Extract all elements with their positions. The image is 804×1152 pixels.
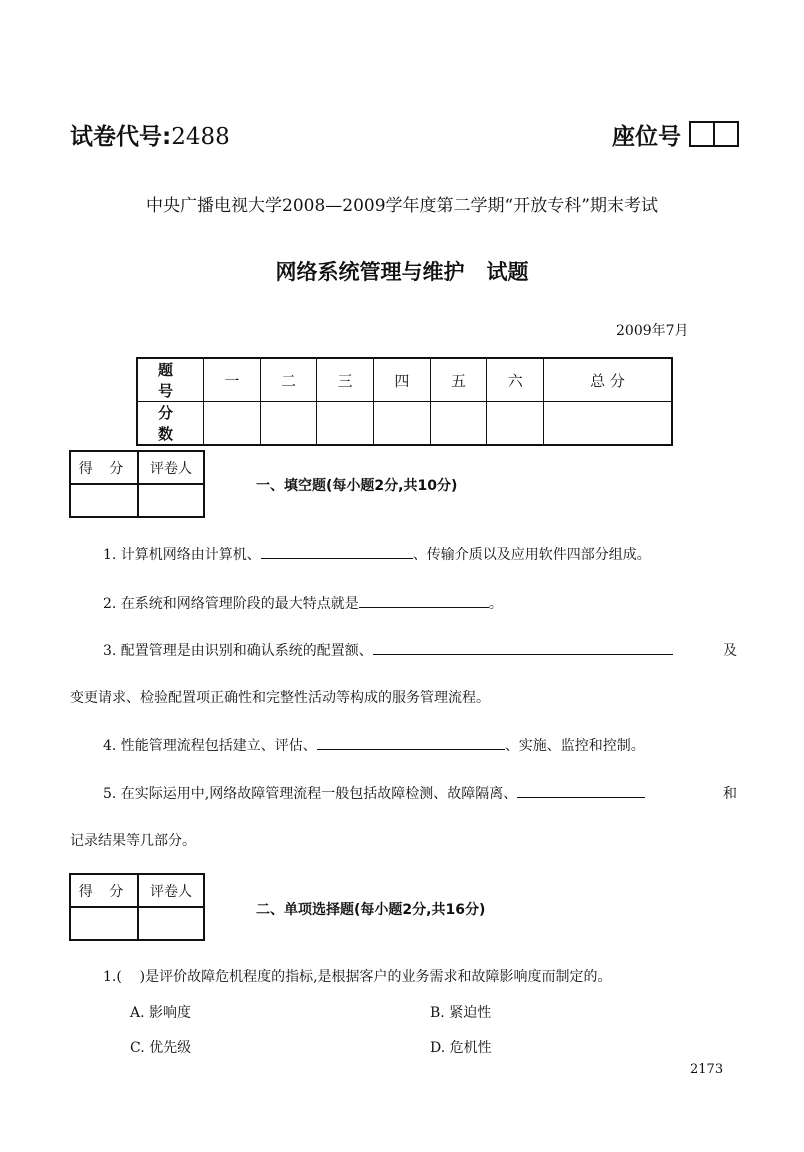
fill-question-2: [103, 593, 503, 613]
grader-score-label: 得 分: [70, 451, 138, 484]
page-number: 2173: [690, 1062, 724, 1077]
seat-number-boxes: [689, 121, 739, 147]
q4-text-b: 、实施、监控和控制。: [504, 738, 645, 754]
q3-text-c: 变更请求、检验配置项正确性和完整性活动等构成的服务管理流程。: [70, 690, 490, 706]
option-d: D. 危机性: [430, 1040, 492, 1056]
grader-box-section2: [69, 873, 205, 941]
section2-heading: 二、单项选择题(每小题2分,共16分): [256, 902, 486, 918]
grader-score-label: 得 分: [70, 874, 138, 907]
grader-score-cell: [70, 484, 138, 517]
q2-text-b: 。: [488, 596, 503, 612]
q4-text-a: 4. 性能管理流程包括建立、评估、: [103, 738, 317, 754]
fill-question-4: [103, 735, 645, 755]
exam-code-label: 试卷代号:: [70, 124, 172, 150]
score-table-header-row: [137, 358, 672, 402]
grader-name-cell: [138, 907, 204, 940]
score-input-3: [317, 402, 374, 446]
score-cell-1: 一: [204, 358, 261, 402]
score-input-6: [487, 402, 544, 446]
score-cell-5: 五: [430, 358, 487, 402]
q5-text-c: 记录结果等几部分。: [70, 833, 196, 849]
exam-code: [70, 118, 230, 151]
q1-text-a: 1. 计算机网络由计算机、: [103, 547, 261, 563]
score-cell-label: 题 号: [137, 358, 204, 402]
q2-text-a: 2. 在系统和网络管理阶段的最大特点就是: [103, 596, 359, 612]
q5-text-a: 5. 在实际运用中,网络故障管理流程一般包括故障检测、故障隔离、: [103, 786, 518, 802]
choice-question-1: 1.( )是评价故障危机程度的指标,是根据客户的业务需求和故障影响度而制定的。: [103, 969, 612, 985]
score-cell-3: 三: [317, 358, 374, 402]
option-a: A. 影响度: [130, 1005, 192, 1021]
seat-number-label: 座位号: [612, 124, 681, 150]
q3-text-b: 及: [723, 643, 737, 659]
score-input-4: [374, 402, 431, 446]
option-b: B. 紧迫性: [430, 1005, 492, 1021]
exam-date: 2009年7月: [616, 323, 689, 339]
grader-box-section1: [69, 450, 205, 518]
section1-heading: 一、填空题(每小题2分,共10分): [256, 478, 458, 494]
score-input-5: [430, 402, 487, 446]
score-table: [136, 357, 673, 446]
q3-blank: [373, 640, 673, 655]
score-cell-2: 二: [260, 358, 317, 402]
grader-name-label: 评卷人: [138, 874, 204, 907]
exam-title: 网络系统管理与维护 试题: [275, 260, 529, 284]
score-input-2: [260, 402, 317, 446]
q5-blank: [517, 783, 645, 798]
exam-subtitle: 中央广播电视大学2008—2009学年度第二学期“开放专科”期末考试: [146, 196, 658, 216]
grader-name-cell: [138, 484, 204, 517]
fill-question-3: [103, 640, 673, 660]
fill-question-1: [103, 544, 651, 564]
score-cell-4: 四: [374, 358, 431, 402]
q1-blank: [261, 544, 413, 559]
fill-question-5: [103, 783, 645, 803]
score-cell-6: 六: [487, 358, 544, 402]
q1-text-b: 、传输介质以及应用软件四部分组成。: [412, 547, 651, 563]
q3-text-a: 3. 配置管理是由识别和确认系统的配置额、: [103, 643, 373, 659]
q5-text-b: 和: [723, 786, 737, 802]
exam-code-number: 2488: [171, 124, 230, 150]
score-cell-total: 总 分: [544, 358, 672, 402]
score-input-1: [204, 402, 261, 446]
grader-score-cell: [70, 907, 138, 940]
q2-blank: [359, 593, 489, 608]
score-input-total: [544, 402, 672, 446]
q4-blank: [317, 735, 505, 750]
grader-name-label: 评卷人: [138, 451, 204, 484]
score-table-score-row: [137, 402, 672, 446]
score-row-label: 分 数: [137, 402, 204, 446]
option-c: C. 优先级: [130, 1040, 192, 1056]
